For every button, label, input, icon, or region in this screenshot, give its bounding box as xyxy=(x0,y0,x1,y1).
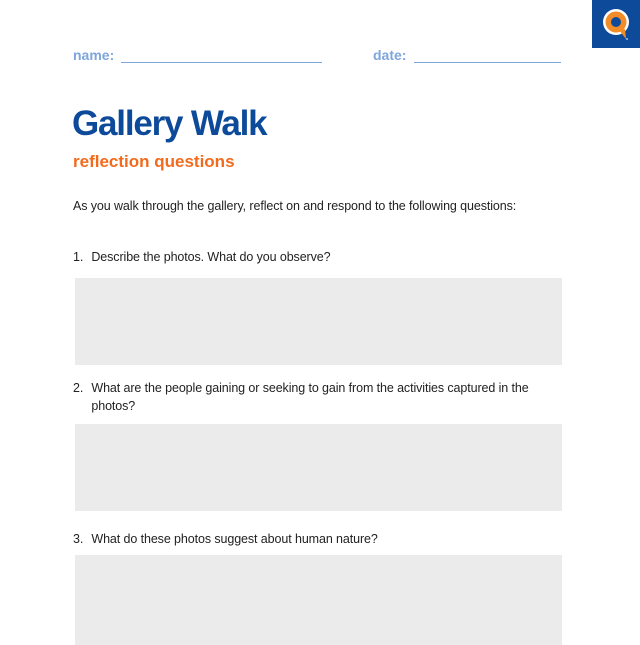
answer-box-3[interactable] xyxy=(75,555,562,645)
q-speech-bubble-logo-icon xyxy=(592,0,640,48)
date-field[interactable] xyxy=(414,62,561,63)
name-field[interactable] xyxy=(121,62,322,63)
brand-logo xyxy=(592,0,640,48)
name-label: name: xyxy=(73,47,115,63)
question-3 xyxy=(73,530,561,548)
question-text: What do these photos suggest about human nature? xyxy=(91,532,378,546)
question-number: 2. xyxy=(73,381,84,395)
question-2 xyxy=(73,379,561,415)
question-text: What are the people gaining or seeking to gain from the activities captured in the photos? xyxy=(91,381,529,413)
question-number: 1. xyxy=(73,250,84,264)
page-title: Gallery Walk xyxy=(72,104,267,143)
page-subtitle: reflection questions xyxy=(73,152,235,171)
question-number: 3. xyxy=(73,532,84,546)
date-label: date: xyxy=(373,47,407,63)
question-1 xyxy=(73,248,561,266)
answer-box-2[interactable] xyxy=(75,424,562,511)
answer-box-1[interactable] xyxy=(75,278,562,365)
intro-text: As you walk through the gallery, reflect on and respond to the following questions: xyxy=(73,199,517,213)
question-text: Describe the photos. What do you observe? xyxy=(91,250,331,264)
